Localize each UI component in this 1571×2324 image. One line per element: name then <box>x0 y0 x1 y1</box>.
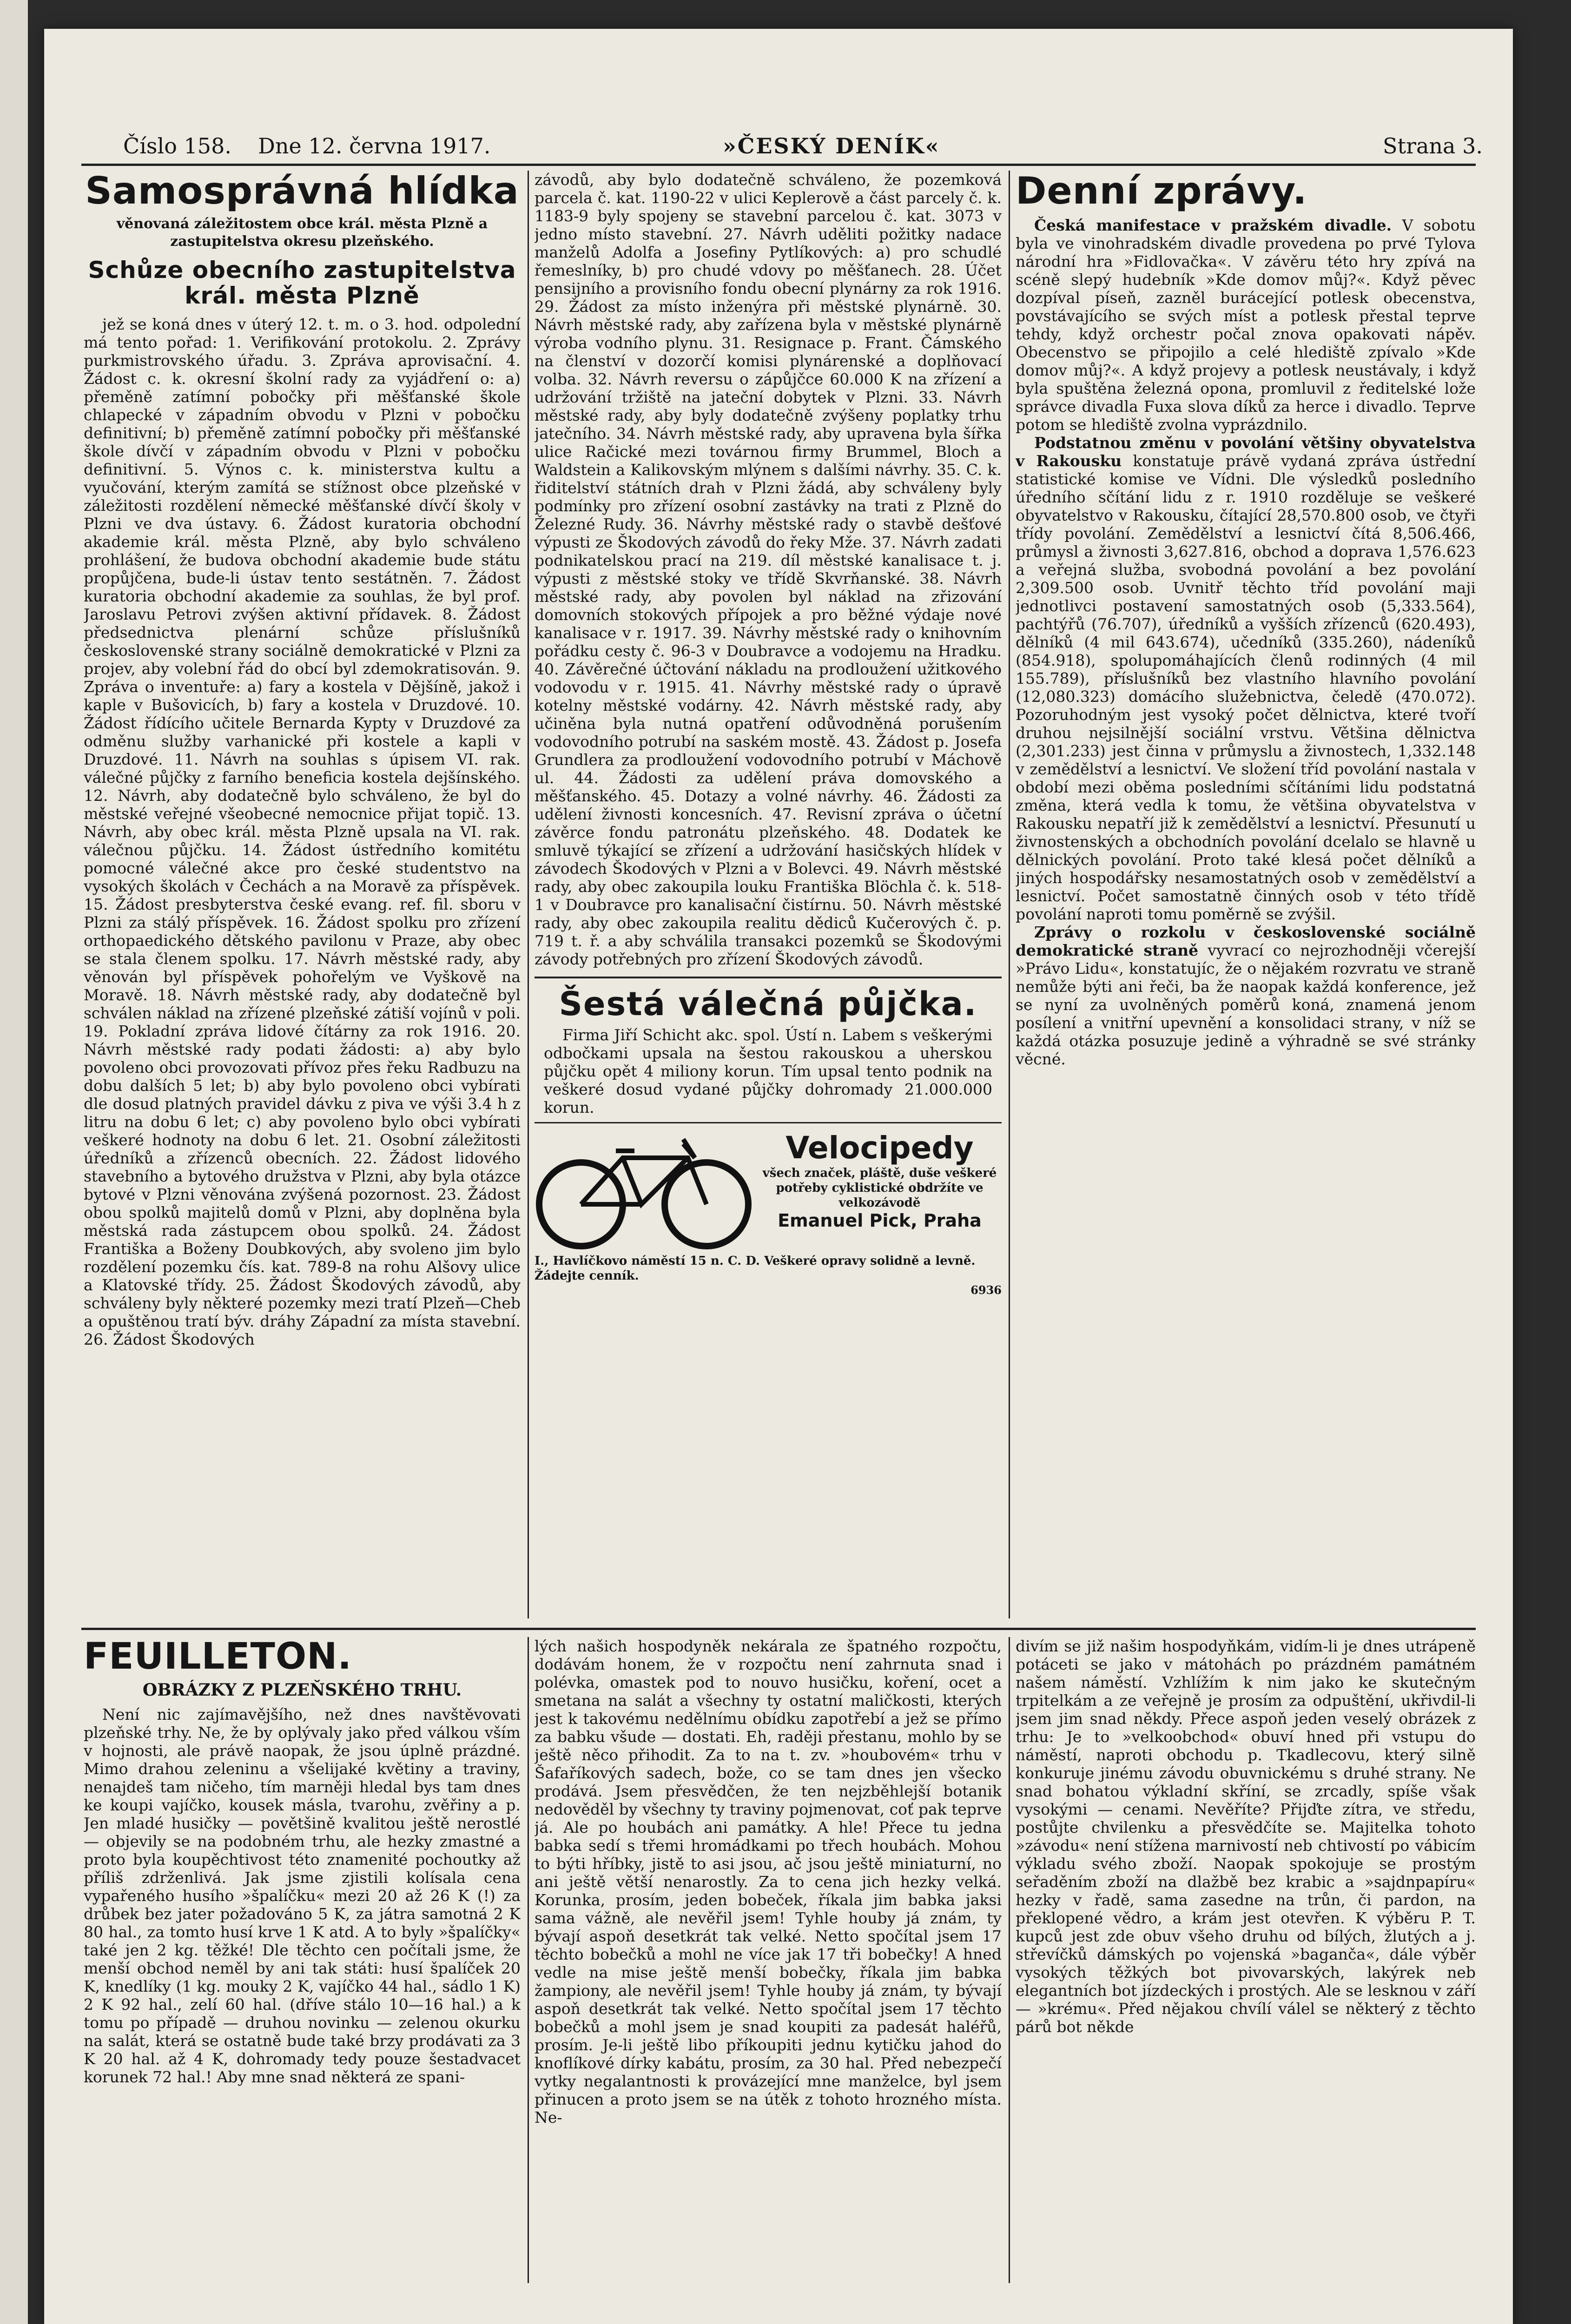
bicycle-icon <box>535 1130 753 1251</box>
news-povolani-body: konstatuje právě vydaná zpráva ústřední statistické komise ve Vídni. Dle výsledků posledního úředního sčítání lidu z r. 1910 rozděluje se veškeré obyvatelstvo v Rakousku, čítající 28,570.800 osob, ve čtyři třídy povolání. Zemědělství a lesnictví čítá 8,506.466, průmysl a živnosti 3,627.816, obchod a doprava 1,576.623 a veřejná služba, svobodná povolání a bez povolání 2,309.500 osob. Uvnitř těchto tříd povolání maji jednotlivci postavení samostatných osob (5,333.564), pachtýřů (76.707), úředníků a vyšších zřízenců (620.493), dělníků (4 mil 643.674), učedníků (335.260), nádeníků (854.918), spolupomáhajících členů rodinných (4 mil 155.789), příslušníků bez vlastního hlavního povolání (12,080.323) domácího služebnictva, čeledě (470.072). Pozoruhodným jest vysoký počet dělnictva, které tvoří druhou nejsilnější sociální vrstvu. Většina dělnictva (2,301.233) jest činna v průmyslu a živnostech, 1,332.148 v zemědělství a lesnictví. Ve složení tříd povolání nastala v období mezi oběma posledními sčítáními lidu podstatná změna, která vedla k tomu, že většina obyvatelstva v Rakousku nepatří již k zemědělství a lesnictví. Přesunutí u živnostenských a obchodních povolání dcelalo se hlavně u dělnických povolání. Proto také klesá počet dělníků a jiných hospodářsky nesamostatných osob v zemědělství a lesnictví. Počet samostatně činných osob v této třídě povolání naproti tomu poměrně se zvýšil. <box>1016 452 1476 923</box>
masthead: »ČESKÝ DENÍK« <box>723 133 940 158</box>
page-number: Strana 3. <box>1383 133 1483 158</box>
samospravna-subheading: věnovaná záležitostem obce král. města Plzně a zastupitelstva okresu plzeňského. <box>116 216 488 250</box>
issue-date: Dne 12. června 1917. <box>258 133 491 158</box>
feuilleton-text-3: divím se již našim hospodyňkám, vidím-li je dnes utrápeně potáceti se jako v mátohách po prázdném památném našem náměstí. Vzhlížím k nim jako ke skutečným trpitelkám a ze veřejně je prosím za odpuštění, ukřivdil-li jsem jim snad někdy. Přece aspoň jeden veselý obrázek z trhu: Je to »velkoobchod« obuví hned při vstupu do náměstí, naproti obchodu p. Tkadlecovu, který silně konkuruje jinému závodu obuvnickému s druhé strany. Ne snad bohatou výkladní skříní, se zrcadly, spíše však vysokými — cenami. Nevěříte? Přijďte zítra, ve středu, postůjte chvilenku a přesvědčíte se. Majitelka tohoto »závodu« není stížena marnivostí neb chtivostí po vábicím výkladu svého zboží. Naopak spokojuje se prostým seřaděním zboží na dlažbě bez krabic a »sajdnpapíru« hezky v řadě, sama zasedne na trůn, či pardon, na překlopené vědro, a krám jest otevřen. K výběru P. T. kupců jest zde obuv všeho druhu od bílých, žlutých a j. střevíčků dámských po vojenská »baganča«, dále výběr vysokých těžkých bot pivovarských, lakýrek neb elegantních bot jízdeckých i prostých. Ale se lesknou v září — »krému«. Před nějakou chvílí válel se některý z těchto párů bot někde <box>1016 1637 1476 2036</box>
feuilleton-column-1 <box>84 1637 521 2283</box>
page-header <box>81 133 1483 166</box>
ad-number: 6936 <box>970 1283 1002 1297</box>
ad-rule-2 <box>535 1122 1002 1123</box>
header-rule <box>81 164 1476 166</box>
feuilleton-column-2 <box>535 1637 1002 2283</box>
news-rozkol <box>1016 923 1476 1068</box>
velocipedy-title: Velocipedy <box>786 1130 974 1166</box>
velocipedy-firm: Emanuel Pick, Praha <box>778 1210 982 1231</box>
feuilleton-headline: FEUILLETON. <box>84 1637 352 1677</box>
news-manifestace-title: Česká manifestace v pražském divadle. <box>1034 216 1392 234</box>
ad-rule <box>535 977 1002 978</box>
feuilleton-divider <box>528 1637 529 2283</box>
adjacent-page-edge <box>0 0 28 2324</box>
news-rozkol-body: vyvrací co nejrozhodněji včerejší »Právo Lidu«, konstatujíc, že o nějakém rozvratu ve straně nemůže býti ani řeči, ba že naopak každá konference, jež se nyní za uvolněných poměrů koná, znamená jenom posílení a vnitřní upevnění a konsolidaci strany, v níž se každá otázka posuzuje jedině a výhradně se své stránky věcné. <box>1016 941 1476 1068</box>
feuilleton-rule <box>81 1628 1476 1630</box>
news-povolani <box>1016 434 1476 923</box>
column-denni-zpravy <box>1016 171 1476 1618</box>
feuilleton-column-3 <box>1016 1637 1476 2283</box>
schuze-body-continued: závodů, aby bylo dodatečně schváleno, že pozemková parcela č. kat. 1190-22 v ulici Keplerově a část parcely č. k. 1183-9 byly spojeny se stavební parcelou č. kat. 3073 v jedno místo stavební. 27. Návrh uděliti požitky nadace manželů Adolfa a Josefiny Pytlíkových: a) pro schudlé řemeslníky, b) pro chudé vdovy po měšťanech. 28. Účet pensijního a provisního fondu obecní plynárny za rok 1916. 29. Žádost za místo inženýra při městské plynárně. 30. Návrh městské rady, aby zařízena byla v městské plynárně výroba vodního plynu. 31. Resignace p. Frant. Čámského na členství v dozorčí komisi plynárenské a doplňovací volba. 32. Návrh reversu o zápůjčce 60.000 K na zřízení a udržování tržiště na jateční dobytek v Plzni. 33. Návrh městské rady, aby byly dodatečně zvýšeny poplatky trhu jatečního. 34. Návrh městské rady, aby upravena byla šířka ulice Račické mezi továrnou firmy Brummel, Bloch a Waldstein a Kalikovským mlýnem s dalšími návrhy. 35. C. k. řiditelství státních drah v Plzni žádá, aby schváleny byly podmínky pro zřízení osobní zastávky na trati z Plzně do Železné Rudy. 36. Návrhy městské rady o stavbě dešťové výpusti ze Škodových závodů do řeky Mže. 37. Návrh zadati podnikatelskou prací na 219. díl městské kanalisace t. j. výpusti z městské stoky ve třídě Skvrňanské. 38. Návrh městské rady, aby povolen byl náklad na zřizování domovních stokových přípojek a pro běžné výdaje nové kanalisace v r. 1917. 39. Návrhy městské rady o knihovním pořádku cesty č. 96-3 v Doubravce a vodojemu na Hradku. 40. Závěrečné účtování nákladu na prodloužení užitkového vodovodu v r. 1915. 41. Návrhy městské rady o úpravě kotelny městské vodárny. 42. Návrh městské rady, aby učiněna byla nutná opatření odůvodněná porušením vodovodního potrubí na saském mostě. 43. Žádost p. Josefa Grundlera za prodloužení vodovodního potrubí v Máchově ul. 44. Žádosti za udělení práva domovského a měšťanského. 45. Dotazy a volné návrhy. 46. Žádosti za udělení živnosti koncesních. 47. Revisní zpráva o účetní závěrce fondu patronátu plzeňského. 48. Dodatek ke smluvě týkající se zřízení a udržování hasičských hlídek v závodech Škodových v Plzni a v Bolevci. 49. Návrh městské rady, aby obec zakoupila louku Františka Blöchla č. k. 518-1 v Doubravce pro kanalisační čistírnu. 50. Návrh městské rady, aby obec zakoupila realitu dědiců Kučerových č. p. 719 t. ř. a aby schválila transakci pozemků se Škodovými závody potřebných pro zřízení Škodových závodů. <box>535 171 1002 968</box>
news-rozkol-title: Zprávy o rozkolu v československé sociálně demokratické straně <box>1016 923 1476 959</box>
denni-zpravy-headline: Denní zprávy. <box>1016 171 1307 212</box>
column-divider <box>528 171 529 1618</box>
vlecna-pujcka-text: Firma Jiří Schicht akc. spol. Ústí n. Labem s veškerými odbočkami upsala na šestou rakouskou a uherskou půjčku opět 4 miliony korun. Tím upsal tento podnik na veškeré dosud vydané půjčky dohromady 21.000.000 korun. <box>544 1026 992 1116</box>
newspaper-page <box>44 29 1513 2324</box>
feuilleton-subtitle: OBRÁZKY Z PLZEŇSKÉHO TRHU. <box>142 1680 462 1700</box>
column-poradu-pokracovani <box>535 171 1002 1618</box>
news-manifestace <box>1016 216 1476 434</box>
feuilleton-divider-2 <box>1009 1637 1010 2283</box>
feuilleton-text-2: lých našich hospodyněk nekárala ze špatného rozpočtu, dodávám honem, že v rozpočtu není zahrnuta snad i polévka, omastek pod to nouvo husičku, koření, ocet a smetana na salát a všechny ty ostatní maličkosti, kterých jest k takovému nedělnímu obídku zapotřebí a jež se přímo za babku všude — dostati. Eh, raději přestanu, mohlo by se ještě něco přihodit. Za to na t. zv. »houbovém« trhu v Šafaříkových sadech, bože, co se tam dnes jen všecko prodává. Jsem přesvědčen, že ten nejzběhlejší botanik nedověděl by všechny ty traviny pojmenovat, coť pak teprve já. Ale po houbách ani památky. A hle! Přece tu jedna babka sedí s třemi hromádkami po třech houbách. Mohou to býti hříbky, jistě to asi jsou, ač jsou ještě miniaturní, no ani ještě větší nenarostly. Za to cena jich hezky velká. Korunka, prosím, jeden bobeček, říkala jim babka jaksi sama vážně, ale nevěřil jsem! Tyhle houby já znám, ty bývají aspoň desetkrát tak velké. Netto spočítal jsem 17 těchto bobečků a mohl ne více jak 17 tři bobečky! A hned vedle na mise ještě menší bobečky, říkala jim babka žampiony, ale nevěřil jsem! Tyhle houby já znám, ty bývají aspoň desetkrát tak velké. Netto spočítal jsem 17 těchto bobečků a mohl jsem je snad koupiti za padesát haléřů, prosím. Je-li ještě libo příkoupiti jednu kytičku jahod do knoflíkové dírky kabátu, prosím, za 30 hal. Před nebezpečí vytky negalantnosti k provázející mne manželce, byl jsem přinucen a proto jsem se na útěk z tohoto hrozného místa. Ne- <box>535 1637 1002 2126</box>
velocipedy-ad <box>535 1130 1002 1251</box>
velocipedy-text: všech značek, pláště, duše veškeré potřeby cyklistické obdržíte ve velkozávodě <box>762 1166 997 1210</box>
column-samospravna <box>84 171 521 1618</box>
schuze-title: Schůze obecního zastupitelstva král. města Plzně <box>88 257 516 309</box>
feuilleton-text-1: Není nic zajímavějšího, než dnes navštěvovati plzeňské trhy. Ne, že by oplývaly jako před válkou vším v hojnosti, ale právě naopak, že jsou úplně prázdné. Mimo drahou zeleninu a všelijaké květiny a traviny, nenajdeš tam ničeho, tím marněji hledal bys tam dnes ke koupi vajíčko, kousek másla, tvarohu, zvěřiny a p. Jen mladé husičky — povětšině kvalitou ještě nerostlé — objevily se na podobném trhu, ale hezky zmastné a proto byla koupěchtivost této znamenité pochoutky až příliš zdrženlivá. Jak jsme zjistili kolísala cena vypařeného husího »špalíčku« mezi 20 až 26 K (!) za drůbek bez jater požadováno 5 K, za játra samotná 2 K 80 hal., za tomto husí krve 1 K atd. A to byly »špalíčky« také jen 2 kg. těžké! Dle těchto cen počítali jsme, že menší obchod neměl by ani tak státi: husí špalíček 20 K, knedlíky (1 kg. mouky 2 K, vajíčko 44 hal., sádlo 1 K) 2 K 92 hal., zelí 60 hal. (dříve stálo 10—16 hal.) a k tomu po případě — druhou novinku — zelenou okurku na salát, která se ostatně bude také brzy prodávati za 3 K 20 hal. až 4 K, dohromady tedy pouze šestadvacet korunek 72 hal.! Aby mne snad některá ze spani- <box>84 1705 521 2086</box>
news-povolani-title: Podstatnou změnu v povolání většiny obyvatelstva v Rakousku <box>1016 434 1476 470</box>
column-divider-2 <box>1009 171 1010 1618</box>
samospravna-headline: Samosprávná hlídka <box>85 171 519 212</box>
velocipedy-address: I., Havlíčkovo náměstí 15 n. C. D. Veškeré opravy solidně a levně. Žádejte cenník. <box>535 1254 976 1283</box>
schuze-body: jež se koná dnes v úterý 12. t. m. o 3. hod. odpolední má tento pořad: 1. Verifikování protokolu. 2. Zprávy purkmistrovského úřadu. 3. Zpráva aprovisační. 4. Žádost c. k. okresní školní rady za vyjádření o: a) přeměně zatímní pobočky při měšťanské škole chlapecké v západním obvodu v Plzni v pobočku definitivní; b) přeměně zatímní pobočky při měšťanské škole dívčí v západním obvodu v Plzni v pobočku definitivní. 5. Výnos c. k. ministerstva kultu a vyučování, kterým zamítá se stížnost obce plzeňské v záležitosti rozdělení německé měšťanské dívčí školy v Plzni ve dva ústavy. 6. Žádost kuratoria obchodní akademie král. města Plzně, aby bylo schváleno prohlášení, že budova obchodní akademie bude státu propůjčena, bude-li ústav tento sestátněn. 7. Žádost kuratoria obchodní akademie za souhlas, že byl prof. Jaroslavu Petrovi zvýšen aktivní přídavek. 8. Žádost předsednictva plenární schůze příslušníků československé strany sociálně demokratické v Plzni za projev, aby volební řád do obcí byl zdemokratisován. 9. Zpráva o inventuře: a) fary a kostela v Dějšíně, jakož i kaple v Bušovicích, b) fary a kostela v Druzdové. 10. Žádost řídícího učitele Bernarda Kypty v Druzdové za odměnu služby varhanické při kostele a kapli v Druzdové. 11. Návrh na souhlas s úpisem VI. rak. válečné půjčky z farního beneficia kostela dejšínského. 12. Návrh, aby dodatečně bylo schváleno, že byl do městské veřejné všeobecné nemocnice přijat topič. 13. Návrh, aby obec král. města Plzně upsala na VI. rak. válečnou půjčku. 14. Žádost ústředního komitétu pomocné válečné akce pro české studentstvo na vysokých školách v Čechách a na Moravě za příspěvek. 15. Žádost presbyterstva české evang. ref. fil. sboru v Plzni za stálý příspěvek. 16. Žádost spolku pro zřízení orthopaedického dětského pavilonu v Praze, aby obec se stala členem spolku. 17. Návrh městské rady, aby věnován byl příspěvek pohořelým ve Vyškově na Moravě. 18. Návrh městské rady, aby dodatečně byl schválen náklad na zřízené plzeňské zátiší vojínů v poli. 19. Pokladní zpráva lidové čítárny za rok 1916. 20. Návrh městské rady podati žádosti: a) aby bylo povoleno obci provozovati přívoz přes řeku Radbuzu na dobu dalších 5 let; b) aby bylo povoleno obci vybírati dle dosud platných pravidel dávku z piva ve výši 3.4 h z litru na dobu 6 let; c) aby povoleno bylo obci vybírati veškeré hodnoty na dobu 6 let. 21. Osobní záležitosti úředníků a zřízenců obecních. 22. Žádost lidového stavebního a bytového družstva v Plzni, aby byla otázce bytové v Plzni věnována zvýšená pozornost. 23. Žádost obou spolků majitelů domů v Plzni, aby doplněna byla městská rada zástupcem obou spolků. 24. Žádost Františka a Boženy Doubkových, aby svoleno jim bylo rozdělení pozemku čís. kat. 789-8 na rohu Alšovy ulice a Klatovské třídy. 25. Žádost Škodových závodů, aby schváleny byly některé pozemky mezi tratí Plzeň—Cheb a opuštěnou tratí býv. dráhy Západní za místa stavební. 26. Žádost Škodových <box>84 315 521 1348</box>
issue-number: Číslo 158. <box>123 133 231 158</box>
vlecna-pujcka-title: Šestá válečná půjčka. <box>559 985 977 1023</box>
news-manifestace-body: V sobotu byla ve vinohradském divadle provedena po prvé Tylova národní hra »Fidlovačka«. V závěru této hry zpívá na scéně slepý hudebník »Kde domov můj?«. Když pěvec dozpíval píseň, zazněl burácející potlesk obecenstva, povstávajícího se svých míst a potlesk přestal teprve tehdy, když orchestr počal znova opakovati nápěv. Obecenstvo se připojilo a celé hlediště zpívalo »Kde domov můj?«. A když projevy a potlesk neustávaly, i když byla spuštěna železná opona, promluvil z ředitelské lože správce divadla Fuxa slova díků za herce i divadlo. Teprve potom se hlediště zvolna vyprázdnilo. <box>1016 216 1476 434</box>
